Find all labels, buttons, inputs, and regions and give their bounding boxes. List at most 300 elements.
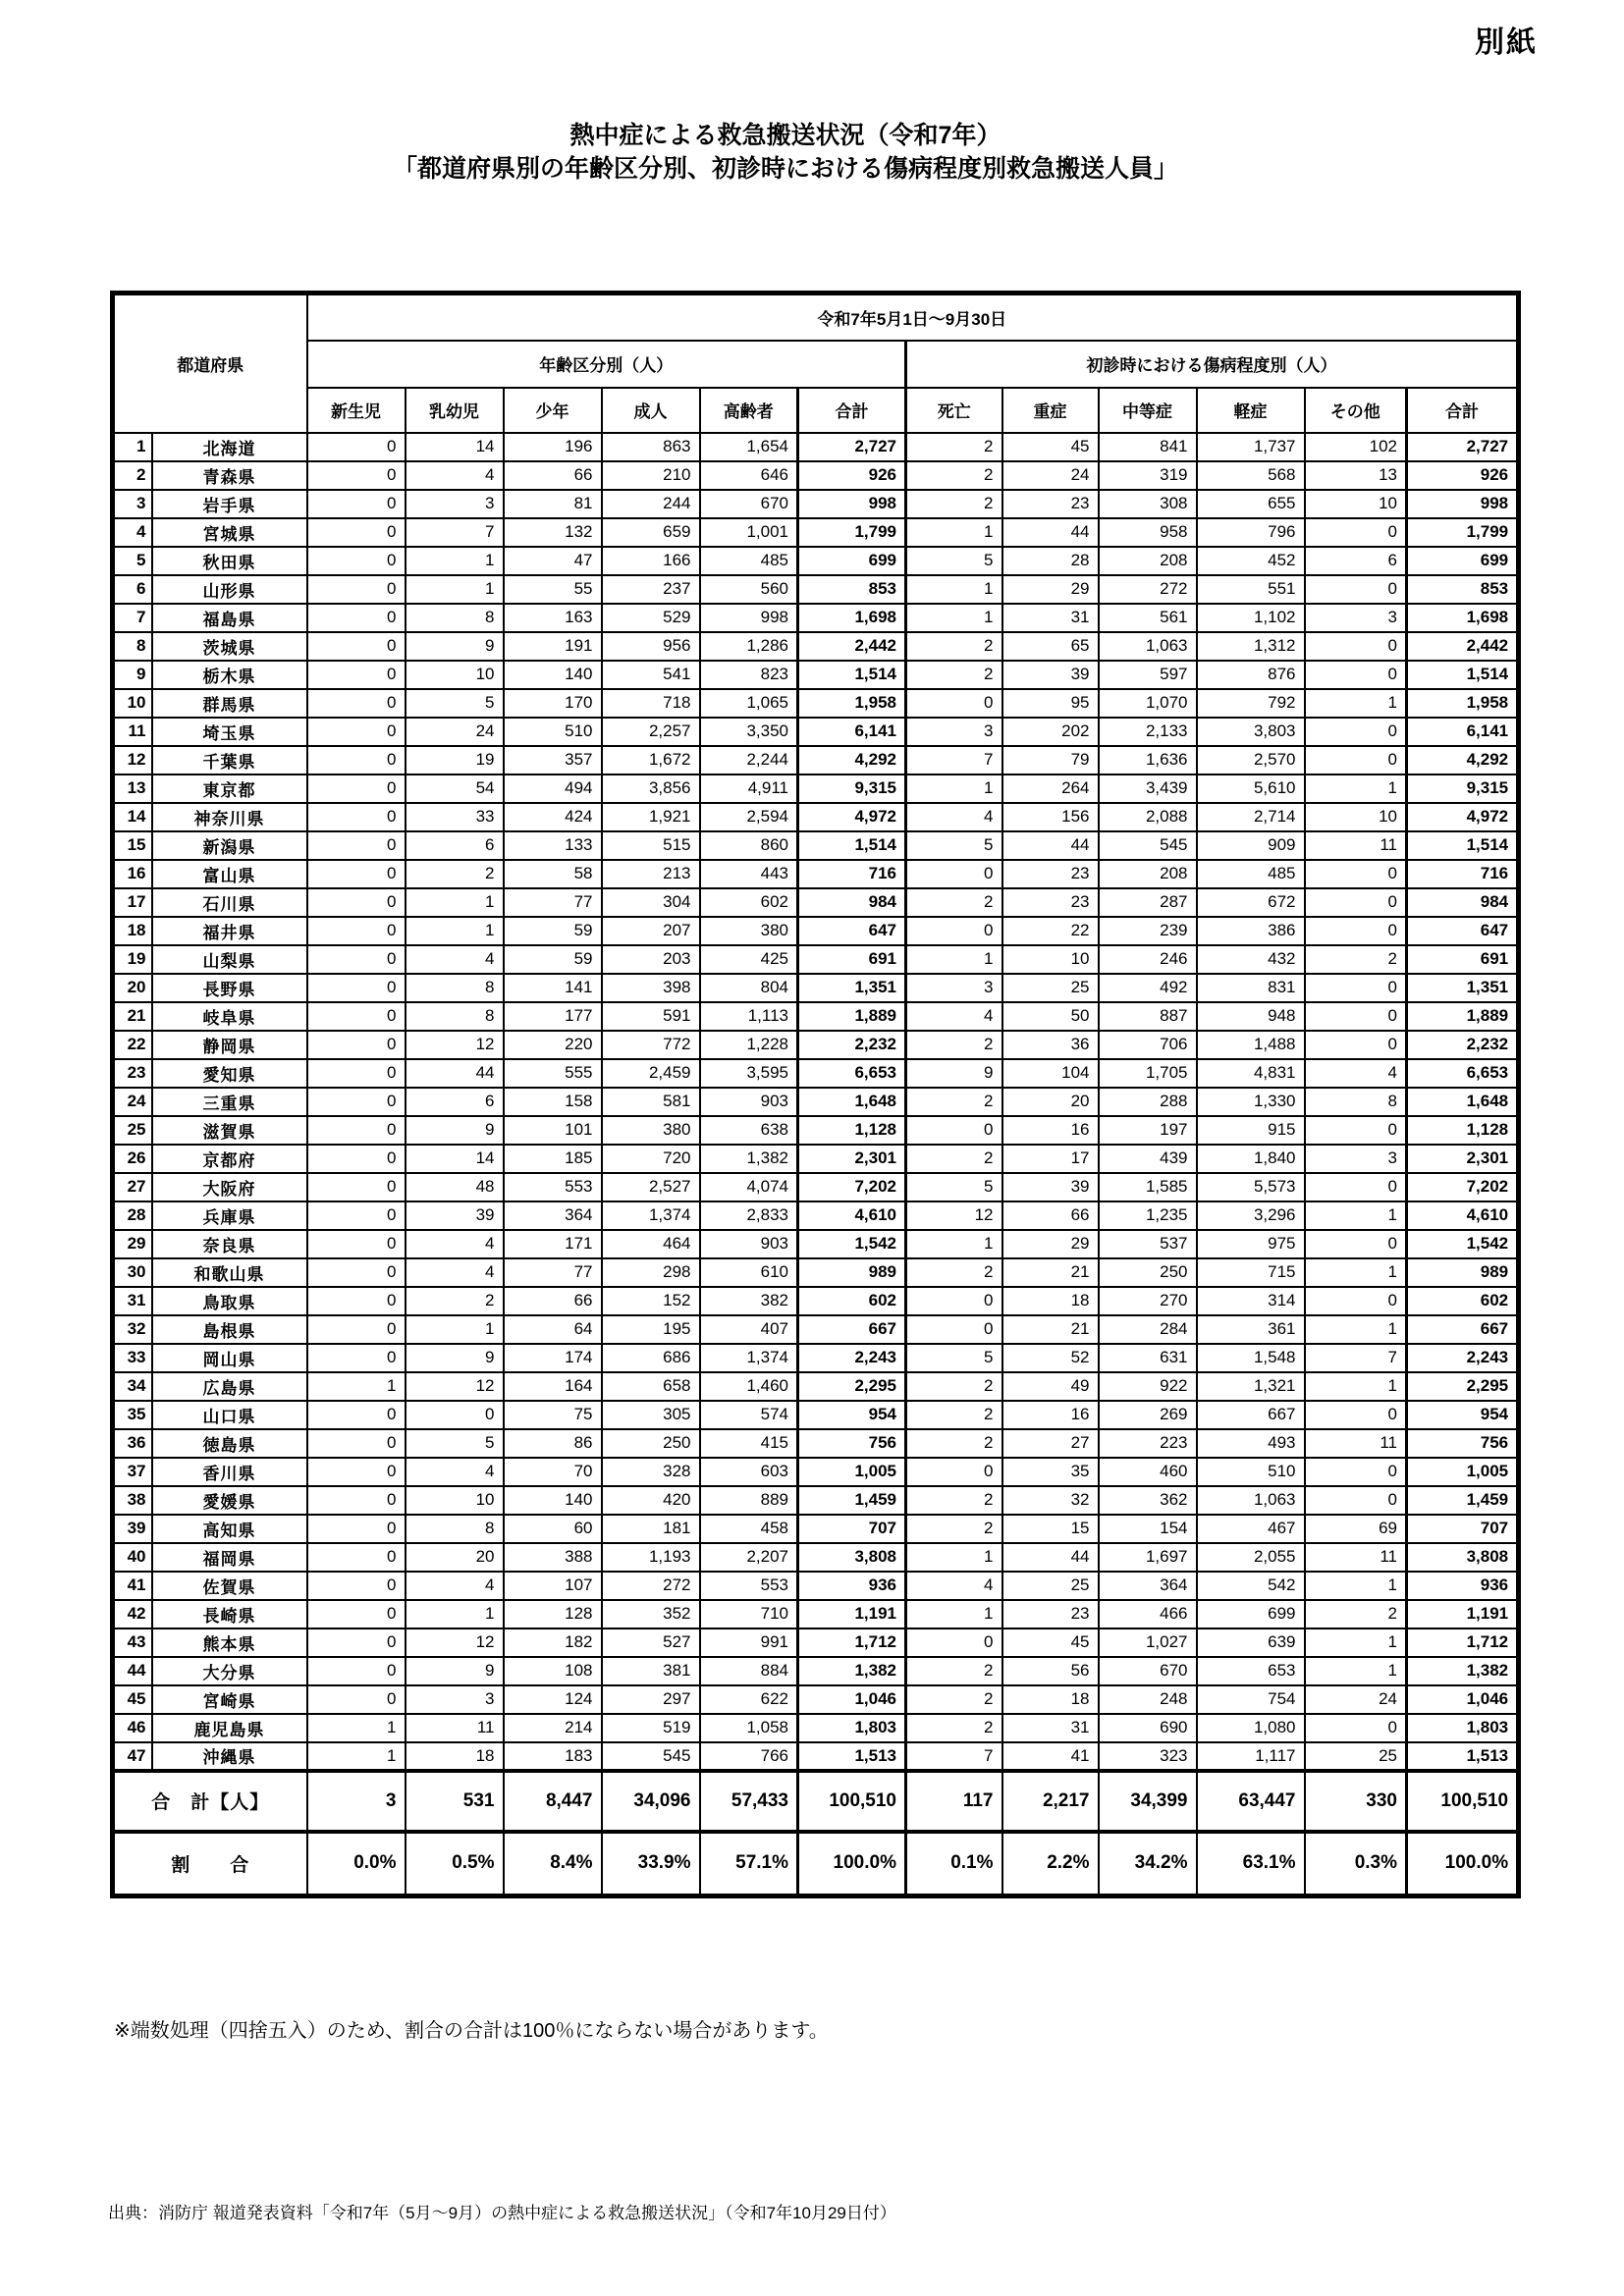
value-cell: 0 (307, 1230, 406, 1258)
value-cell: 107 (504, 1572, 602, 1600)
value-cell: 631 (1099, 1344, 1197, 1372)
value-cell: 0 (307, 1486, 406, 1515)
total-value-cell: 3 (307, 1771, 406, 1832)
value-cell: 382 (700, 1287, 798, 1315)
prefecture-name: 群馬県 (152, 689, 307, 718)
value-cell: 12 (906, 1201, 1002, 1230)
value-cell: 903 (700, 1230, 798, 1258)
value-cell: 207 (602, 917, 700, 945)
value-cell: 3,808 (798, 1543, 906, 1572)
row-number: 19 (113, 945, 152, 974)
value-cell: 210 (602, 461, 700, 490)
value-cell: 3 (1305, 604, 1407, 632)
value-cell: 1,648 (798, 1088, 906, 1116)
value-cell: 756 (1407, 1429, 1519, 1458)
value-cell: 0 (307, 1600, 406, 1629)
value-cell: 1,803 (798, 1714, 906, 1742)
value-cell: 0 (307, 661, 406, 689)
value-cell: 1 (406, 547, 504, 575)
value-cell: 796 (1197, 518, 1305, 547)
value-cell: 2,295 (1407, 1372, 1519, 1401)
value-cell: 272 (1099, 575, 1197, 604)
value-cell: 288 (1099, 1088, 1197, 1116)
value-cell: 638 (700, 1116, 798, 1145)
total-value-cell: 531 (406, 1771, 504, 1832)
prefecture-name: 佐賀県 (152, 1572, 307, 1600)
value-cell: 0 (307, 746, 406, 774)
value-cell: 14 (406, 433, 504, 461)
value-cell: 23 (1002, 888, 1099, 917)
total-value-cell: 57,433 (700, 1771, 798, 1832)
value-cell: 171 (504, 1230, 602, 1258)
value-cell: 59 (504, 945, 602, 974)
value-cell: 574 (700, 1401, 798, 1429)
value-cell: 3,296 (1197, 1201, 1305, 1230)
value-cell: 2,055 (1197, 1543, 1305, 1572)
value-cell: 9,315 (1407, 774, 1519, 803)
value-cell: 185 (504, 1145, 602, 1173)
row-number: 42 (113, 1600, 152, 1629)
value-cell: 164 (504, 1372, 602, 1401)
ratio-value-cell: 2.2% (1002, 1832, 1099, 1896)
value-cell: 602 (700, 888, 798, 917)
row-number: 18 (113, 917, 152, 945)
value-cell: 1,193 (602, 1543, 700, 1572)
value-cell: 2,727 (1407, 433, 1519, 461)
value-cell: 33 (406, 803, 504, 831)
value-cell: 658 (602, 1372, 700, 1401)
value-cell: 203 (602, 945, 700, 974)
value-cell: 1,351 (798, 974, 906, 1002)
value-cell: 884 (700, 1657, 798, 1685)
value-cell: 0 (307, 917, 406, 945)
value-cell: 1 (406, 1315, 504, 1344)
value-cell: 10 (1305, 490, 1407, 518)
value-cell: 922 (1099, 1372, 1197, 1401)
value-cell: 0 (1305, 632, 1407, 661)
value-cell: 0 (307, 888, 406, 917)
ratio-value-cell: 0.5% (406, 1832, 504, 1896)
value-cell: 1,382 (700, 1145, 798, 1173)
value-cell: 560 (700, 575, 798, 604)
prefecture-name: 青森県 (152, 461, 307, 490)
value-cell: 1 (1305, 1258, 1407, 1287)
value-cell: 3 (1305, 1145, 1407, 1173)
value-cell: 7 (906, 1742, 1002, 1771)
value-cell: 0 (307, 1344, 406, 1372)
value-cell: 1,374 (602, 1201, 700, 1230)
value-cell: 424 (504, 803, 602, 831)
value-cell: 202 (1002, 718, 1099, 746)
prefecture-name: 神奈川県 (152, 803, 307, 831)
value-cell: 2 (906, 433, 1002, 461)
value-cell: 1,803 (1407, 1714, 1519, 1742)
row-number: 6 (113, 575, 152, 604)
value-cell: 2 (906, 1714, 1002, 1742)
row-number: 28 (113, 1201, 152, 1230)
value-cell: 0 (307, 490, 406, 518)
footnote: ※端数処理（四捨五入）のため、割合の合計は100％にならない場合があります。 (114, 2020, 829, 2042)
value-cell: 18 (406, 1742, 504, 1771)
table-row (113, 518, 1519, 547)
value-cell: 792 (1197, 689, 1305, 718)
table-row (113, 831, 1519, 860)
value-cell: 1,672 (602, 746, 700, 774)
value-cell: 551 (1197, 575, 1305, 604)
value-cell: 54 (406, 774, 504, 803)
value-cell: 2,257 (602, 718, 700, 746)
prefecture-name: 鳥取県 (152, 1287, 307, 1315)
value-cell: 308 (1099, 490, 1197, 518)
value-cell: 8 (406, 1515, 504, 1543)
prefecture-name: 沖縄県 (152, 1742, 307, 1771)
value-cell: 772 (602, 1031, 700, 1059)
table-wrap (110, 291, 1521, 1898)
value-cell: 1,958 (1407, 689, 1519, 718)
value-cell: 863 (602, 433, 700, 461)
value-cell: 6,141 (798, 718, 906, 746)
value-cell: 7,202 (1407, 1173, 1519, 1201)
prefecture-name: 和歌山県 (152, 1258, 307, 1287)
value-cell: 909 (1197, 831, 1305, 860)
value-cell: 889 (700, 1486, 798, 1515)
table-row (113, 718, 1519, 746)
value-cell: 1,312 (1197, 632, 1305, 661)
value-cell: 0 (307, 632, 406, 661)
prefecture-name: 北海道 (152, 433, 307, 461)
value-cell: 510 (504, 718, 602, 746)
prefecture-name: 栃木県 (152, 661, 307, 689)
value-cell: 2 (906, 661, 1002, 689)
value-cell: 357 (504, 746, 602, 774)
value-cell: 47 (504, 547, 602, 575)
value-cell: 1,648 (1407, 1088, 1519, 1116)
value-cell: 66 (1002, 1201, 1099, 1230)
value-cell: 699 (1197, 1600, 1305, 1629)
value-cell: 22 (1002, 917, 1099, 945)
value-cell: 0 (307, 1657, 406, 1685)
value-cell: 298 (602, 1258, 700, 1287)
table-row (113, 1629, 1519, 1657)
value-cell: 0 (307, 1059, 406, 1088)
value-cell: 5 (906, 1173, 1002, 1201)
value-cell: 568 (1197, 461, 1305, 490)
value-cell: 11 (1305, 1429, 1407, 1458)
value-cell: 4 (406, 945, 504, 974)
value-cell: 2 (906, 1145, 1002, 1173)
value-cell: 5,573 (1197, 1173, 1305, 1201)
value-cell: 14 (406, 1145, 504, 1173)
header-col-newborn: 新生児 (307, 388, 406, 433)
header-col-other: その他 (1305, 388, 1407, 433)
value-cell: 0 (1305, 746, 1407, 774)
value-cell: 0 (1305, 718, 1407, 746)
value-cell: 0 (307, 1145, 406, 1173)
row-number: 46 (113, 1714, 152, 1742)
value-cell: 174 (504, 1344, 602, 1372)
prefecture-name: 高知県 (152, 1515, 307, 1543)
value-cell: 1 (906, 774, 1002, 803)
table-row (113, 490, 1519, 518)
value-cell: 936 (798, 1572, 906, 1600)
ratio-value-cell: 100.0% (1407, 1832, 1519, 1896)
value-cell: 2 (906, 1031, 1002, 1059)
value-cell: 237 (602, 575, 700, 604)
row-number: 41 (113, 1572, 152, 1600)
header-period: 令和7年5月1日～9月30日 (307, 294, 1519, 341)
value-cell: 1 (906, 1230, 1002, 1258)
table-row (113, 1230, 1519, 1258)
value-cell: 672 (1197, 888, 1305, 917)
value-cell: 998 (700, 604, 798, 632)
row-number: 10 (113, 689, 152, 718)
value-cell: 4,831 (1197, 1059, 1305, 1088)
ratio-value-cell: 57.1% (700, 1832, 798, 1896)
value-cell: 0 (307, 1685, 406, 1714)
value-cell: 3,803 (1197, 718, 1305, 746)
value-cell: 853 (1407, 575, 1519, 604)
value-cell: 0 (307, 1543, 406, 1572)
value-cell: 603 (700, 1458, 798, 1486)
table-row (113, 774, 1519, 803)
value-cell: 1,070 (1099, 689, 1197, 718)
value-cell: 0 (307, 1629, 406, 1657)
value-cell: 21 (1002, 1315, 1099, 1344)
value-cell: 716 (798, 860, 906, 888)
value-cell: 1,330 (1197, 1088, 1305, 1116)
value-cell: 0 (307, 518, 406, 547)
value-cell: 0 (906, 689, 1002, 718)
value-cell: 610 (700, 1258, 798, 1287)
value-cell: 0 (307, 1315, 406, 1344)
value-cell: 41 (1002, 1742, 1099, 1771)
value-cell: 1,113 (700, 1002, 798, 1031)
value-cell: 1,698 (1407, 604, 1519, 632)
total-value-cell: 117 (906, 1771, 1002, 1832)
value-cell: 6 (1305, 547, 1407, 575)
value-cell: 659 (602, 518, 700, 547)
value-cell: 246 (1099, 945, 1197, 974)
value-cell: 8 (406, 604, 504, 632)
value-cell: 2,243 (1407, 1344, 1519, 1372)
value-cell: 2,244 (700, 746, 798, 774)
value-cell: 8 (406, 1002, 504, 1031)
value-cell: 0 (307, 1401, 406, 1429)
value-cell: 9 (406, 1657, 504, 1685)
value-cell: 1,005 (1407, 1458, 1519, 1486)
table-header (113, 294, 1519, 433)
value-cell: 1,128 (1407, 1116, 1519, 1145)
value-cell: 196 (504, 433, 602, 461)
value-cell: 887 (1099, 1002, 1197, 1031)
ratio-row-label: 割 合 (113, 1832, 307, 1896)
value-cell: 984 (1407, 888, 1519, 917)
value-cell: 1 (1305, 1629, 1407, 1657)
value-cell: 841 (1099, 433, 1197, 461)
value-cell: 12 (406, 1031, 504, 1059)
value-cell: 2 (906, 1685, 1002, 1714)
value-cell: 0 (307, 461, 406, 490)
value-cell: 52 (1002, 1344, 1099, 1372)
corner-label: 別紙 (1475, 27, 1538, 59)
value-cell: 75 (504, 1401, 602, 1429)
value-cell: 853 (798, 575, 906, 604)
value-cell: 1 (906, 1600, 1002, 1629)
value-cell: 361 (1197, 1315, 1305, 1344)
value-cell: 20 (406, 1543, 504, 1572)
value-cell: 0 (1305, 1230, 1407, 1258)
prefecture-name: 徳島県 (152, 1429, 307, 1458)
value-cell: 8 (1305, 1088, 1407, 1116)
prefecture-name: 岡山県 (152, 1344, 307, 1372)
prefecture-name: 千葉県 (152, 746, 307, 774)
total-value-cell: 330 (1305, 1771, 1407, 1832)
row-number: 34 (113, 1372, 152, 1401)
value-cell: 0 (1305, 888, 1407, 917)
total-value-cell: 8,447 (504, 1771, 602, 1832)
value-cell: 2 (906, 1486, 1002, 1515)
value-cell: 1,889 (1407, 1002, 1519, 1031)
header-col-youth: 少年 (504, 388, 602, 433)
table-row (113, 1287, 1519, 1315)
prefecture-name: 新潟県 (152, 831, 307, 860)
value-cell: 415 (700, 1429, 798, 1458)
value-cell: 1,046 (1407, 1685, 1519, 1714)
value-cell: 11 (1305, 1543, 1407, 1572)
value-cell: 998 (798, 490, 906, 518)
header-col-adult: 成人 (602, 388, 700, 433)
header-row-groups (113, 341, 1519, 388)
value-cell: 39 (1002, 661, 1099, 689)
value-cell: 690 (1099, 1714, 1197, 1742)
value-cell: 1,459 (1407, 1486, 1519, 1515)
value-cell: 208 (1099, 860, 1197, 888)
value-cell: 542 (1197, 1572, 1305, 1600)
row-number: 17 (113, 888, 152, 917)
value-cell: 0 (1305, 1002, 1407, 1031)
value-cell: 1,065 (700, 689, 798, 718)
value-cell: 50 (1002, 1002, 1099, 1031)
value-cell: 493 (1197, 1429, 1305, 1458)
row-number: 40 (113, 1543, 152, 1572)
value-cell: 754 (1197, 1685, 1305, 1714)
table-row (113, 1429, 1519, 1458)
value-cell: 64 (504, 1315, 602, 1344)
prefecture-name: 広島県 (152, 1372, 307, 1401)
value-cell: 39 (1002, 1173, 1099, 1201)
value-cell: 1,460 (700, 1372, 798, 1401)
header-col-death: 死亡 (906, 388, 1002, 433)
value-cell: 3,856 (602, 774, 700, 803)
value-cell: 6,653 (798, 1059, 906, 1088)
row-number: 5 (113, 547, 152, 575)
value-cell: 156 (1002, 803, 1099, 831)
table-footer (113, 1771, 1519, 1896)
value-cell: 380 (700, 917, 798, 945)
value-cell: 16 (1002, 1401, 1099, 1429)
value-cell: 1,286 (700, 632, 798, 661)
value-cell: 699 (1407, 547, 1519, 575)
value-cell: 667 (1407, 1315, 1519, 1344)
page-title-line2: 「都道府県別の年齢区分別、初診時における傷病程度別救急搬送人員」 (392, 154, 1178, 183)
value-cell: 0 (1305, 1116, 1407, 1145)
row-number: 35 (113, 1401, 152, 1429)
value-cell: 0 (307, 1429, 406, 1458)
value-cell: 23 (1002, 860, 1099, 888)
table-row (113, 1258, 1519, 1287)
value-cell: 0 (307, 1458, 406, 1486)
ratio-value-cell: 8.4% (504, 1832, 602, 1896)
value-cell: 639 (1197, 1629, 1305, 1657)
value-cell: 2,714 (1197, 803, 1305, 831)
value-cell: 5,610 (1197, 774, 1305, 803)
value-cell: 21 (1002, 1258, 1099, 1287)
value-cell: 0 (906, 1287, 1002, 1315)
total-value-cell: 63,447 (1197, 1771, 1305, 1832)
prefecture-name: 大分県 (152, 1657, 307, 1685)
row-number: 45 (113, 1685, 152, 1714)
value-cell: 1,514 (798, 831, 906, 860)
table-row (113, 1145, 1519, 1173)
value-cell: 3 (406, 490, 504, 518)
value-cell: 2,301 (1407, 1145, 1519, 1173)
value-cell: 1,191 (798, 1600, 906, 1629)
total-value-cell: 34,399 (1099, 1771, 1197, 1832)
value-cell: 707 (798, 1515, 906, 1543)
value-cell: 23 (1002, 490, 1099, 518)
value-cell: 305 (602, 1401, 700, 1429)
value-cell: 407 (700, 1315, 798, 1344)
value-cell: 1,542 (1407, 1230, 1519, 1258)
prefecture-name: 愛媛県 (152, 1486, 307, 1515)
value-cell: 4,292 (1407, 746, 1519, 774)
value-cell: 2,207 (700, 1543, 798, 1572)
value-cell: 7,202 (798, 1173, 906, 1201)
value-cell: 527 (602, 1629, 700, 1657)
table-row (113, 1173, 1519, 1201)
row-number: 20 (113, 974, 152, 1002)
value-cell: 166 (602, 547, 700, 575)
value-cell: 9 (406, 632, 504, 661)
value-cell: 95 (1002, 689, 1099, 718)
value-cell: 15 (1002, 1515, 1099, 1543)
value-cell: 69 (1305, 1515, 1407, 1543)
value-cell: 1 (307, 1742, 406, 1771)
value-cell: 364 (504, 1201, 602, 1230)
value-cell: 104 (1002, 1059, 1099, 1088)
value-cell: 1 (1305, 1657, 1407, 1685)
value-cell: 541 (602, 661, 700, 689)
value-cell: 2,442 (1407, 632, 1519, 661)
prefecture-name: 宮崎県 (152, 1685, 307, 1714)
row-number: 24 (113, 1088, 152, 1116)
value-cell: 304 (602, 888, 700, 917)
value-cell: 464 (602, 1230, 700, 1258)
prefecture-name: 秋田県 (152, 547, 307, 575)
value-cell: 140 (504, 661, 602, 689)
value-cell: 12 (406, 1629, 504, 1657)
value-cell: 101 (504, 1116, 602, 1145)
value-cell: 17 (1002, 1145, 1099, 1173)
value-cell: 1,585 (1099, 1173, 1197, 1201)
value-cell: 4 (406, 1572, 504, 1600)
value-cell: 2 (906, 1429, 1002, 1458)
value-cell: 1 (906, 945, 1002, 974)
value-cell: 0 (307, 547, 406, 575)
value-cell: 0 (1305, 1714, 1407, 1742)
value-cell: 0 (307, 1116, 406, 1145)
value-cell: 213 (602, 860, 700, 888)
